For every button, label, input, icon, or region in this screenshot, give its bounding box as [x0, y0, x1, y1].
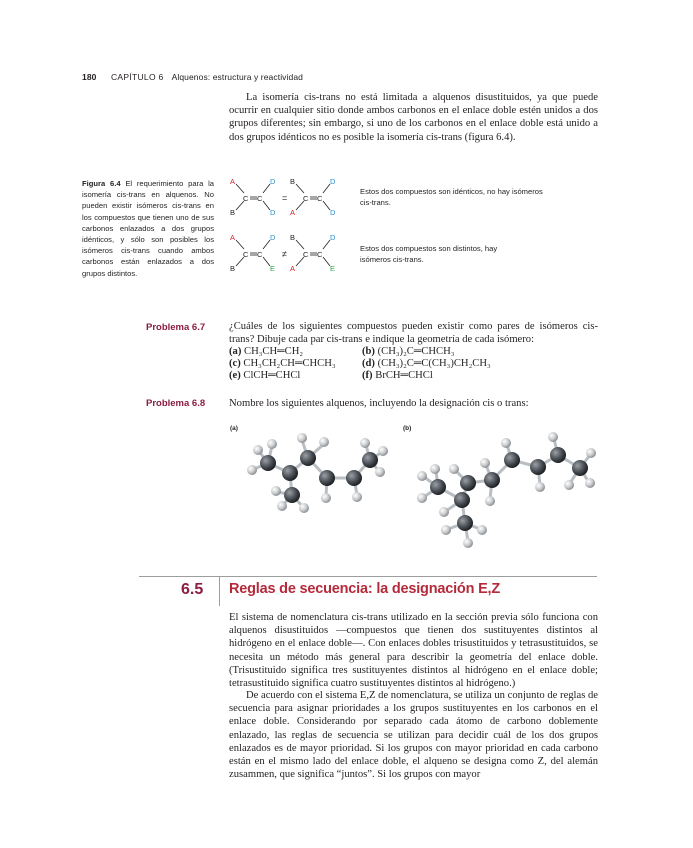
molecule-b-model: [410, 425, 600, 550]
atom-d: D: [330, 177, 336, 186]
equal-sign: =: [282, 193, 288, 203]
problem-6-8-label: Problema 6.8: [146, 398, 206, 409]
figure-caption: [82, 178, 214, 279]
atom-c: C: [303, 194, 309, 203]
problem-6-7-text: ¿Cuáles de los siguientes compuestos pueden existir como pares de isómeros cis-trans? Dibuje cada par cis-trans e indique la geometría de cada isómero:: [229, 321, 598, 346]
atom-b: B: [230, 264, 236, 273]
atom-d: D: [330, 233, 336, 242]
section-paragraph-1: El sistema de nomenclatura cis-trans utilizado en la sección previa sólo funciona con alquenos disustituidos —compuestos que tienen dos sustituyentes distintos al hidrógeno en el enlace doble—. Con enlaces dobles trisustituidos y tetrasustituidos, se necesita un método más general para describir la geometría del enlace doble. (Trisustituido significa tres sustituyentes distintos al hidrógeno en el enlace doble; tetrasustituido significa cuatro sustituyentes distintos al hidrógeno.): [229, 612, 598, 690]
atom-c: C: [317, 250, 323, 259]
page-header: [82, 72, 303, 82]
atom-e: E: [270, 264, 276, 273]
section-rule: [139, 576, 597, 577]
atom-d: D: [270, 208, 276, 217]
section-title: Reglas de secuencia: la designación E,Z: [229, 581, 501, 597]
section-number: 6.5: [181, 581, 204, 598]
atom-d: D: [270, 233, 276, 242]
atom-a: A: [230, 177, 236, 186]
problem-6-7-label: Problema 6.7: [146, 322, 206, 333]
atom-a: A: [230, 233, 236, 242]
option-b: (b) (CH₃)₂C═CHCH₃: [362, 346, 455, 357]
atom-c: C: [257, 194, 263, 203]
atom-a: A: [290, 208, 296, 217]
atom-c: C: [303, 250, 309, 259]
atom-c: C: [243, 250, 249, 259]
atom-d: D: [270, 177, 276, 186]
atom-b: B: [290, 177, 296, 186]
figure-caption-text: El requerimiento para la isomería cis-trans en alquenos. No pueden existir isómeros cis-trans en los compuestos que tienen uno de sus carbonos enlazados a dos grupos idénticos, y sólo son posibles los isómeros cis-trans cuando ambos carbonos están enlazados a dos grupos distintos.: [82, 179, 214, 278]
option-c: (c) CH₃CH₂CH═CHCH₃: [229, 358, 336, 369]
problem-6-8-text: Nombre los siguientes alquenos, incluyendo la designación cis o trans:: [229, 398, 529, 409]
chapter-label: CAPÍTULO 6: [110, 72, 164, 82]
option-e: (e) ClCH═CHCl: [229, 370, 301, 381]
option-d: (d) (CH₃)₂C═C(CH₃)CH₂CH₃: [362, 358, 491, 369]
section-paragraph-2: De acuerdo con el sistema E,Z de nomenclatura, se utiliza un conjunto de reglas de secuencia para asignar prioridades a los grupos sustituyentes en los carbonos en el enlace doble. Considerando por separado cada átomo de carbono doblemente enlazado, las reglas de secuencia se utilizan para decidir cuál de los dos grupos enlazados es de mayor prioridad. Si los grupos con mayor prioridad en cada carbono están en el mismo lado del enlace doble, el alqueno se designa como Z, del alemán zusammen, que significa “juntos”. Si los grupos con mayor: [229, 690, 598, 781]
molecule-a-model: [230, 420, 400, 520]
figure-note-identical: Estos dos compuestos son idénticos, no hay isómeros cis-trans.: [360, 187, 543, 208]
option-a: (a) CH₃CH═CH₂: [229, 346, 304, 357]
atom-c: C: [243, 194, 249, 203]
molecule-b-label: (b): [403, 425, 412, 432]
option-f: (f) BrCH═CHCl: [362, 370, 433, 381]
figure-alkene-diagram: [222, 172, 362, 282]
page-number: 180: [82, 72, 97, 82]
atom-b: B: [290, 233, 296, 242]
figure-label: Figura 6.4: [82, 179, 121, 188]
atom-d: D: [330, 208, 336, 217]
atom-a: A: [290, 264, 296, 273]
not-equal-sign: ≠: [282, 249, 287, 259]
chapter-title: Alquenos: estructura y reactividad: [171, 72, 304, 82]
atom-c: C: [257, 250, 263, 259]
problem-6-7-options: [229, 346, 598, 386]
molecule-a-label: (a): [230, 425, 238, 432]
atom-c: C: [317, 194, 323, 203]
intro-paragraph: La isomería cis-trans no está limitada a alquenos disustituidos, ya que puede ocurrir en cualquier sitio donde ambos carbonos en el enlace doble estén unidos a dos grupos diferentes; sin embargo, si uno de los carbonos en el enlace doble está unido a dos grupos idénticos no es posible la isomería cis-trans (figura 6.4).: [229, 92, 598, 143]
figure-note-distinct: Estos dos compuestos son distintos, hay isómeros cis-trans.: [360, 244, 498, 265]
atom-b: B: [230, 208, 236, 217]
section-bar: [219, 576, 220, 606]
atom-e: E: [330, 264, 336, 273]
